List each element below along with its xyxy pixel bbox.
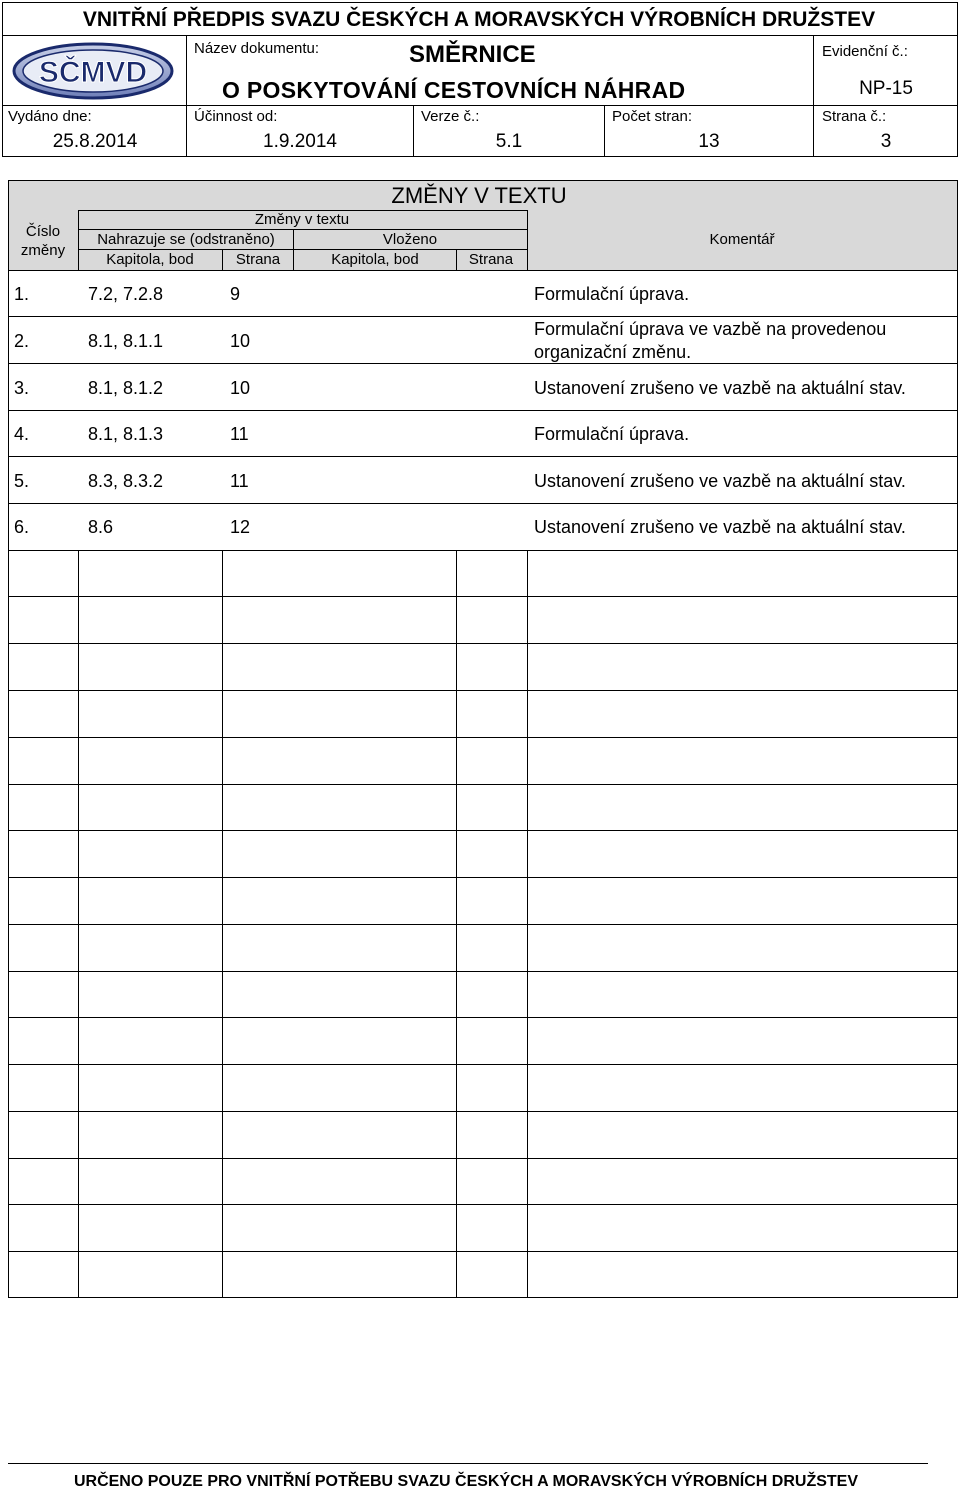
row-page: 10 <box>230 378 251 398</box>
changes-table-title: ZMĚNY V TEXTU <box>391 183 567 208</box>
page-label: Strana č.: <box>822 108 887 125</box>
doc-name-label: Název dokumentu: <box>194 40 320 57</box>
row-page: 11 <box>230 471 249 491</box>
row-chapter: 8.1, 8.1.2 <box>88 378 164 398</box>
row-number: 4. <box>14 424 30 444</box>
effective-label: Účinnost od: <box>194 108 278 125</box>
row-chapter: 7.2, 7.2.8 <box>88 284 164 304</box>
version-value: 5.1 <box>495 131 523 152</box>
row-number: 3. <box>14 378 30 398</box>
effective-value: 1.9.2014 <box>263 131 337 152</box>
evid-value: NP-15 <box>859 78 913 99</box>
row-comment: Ustanovení zrušeno ve vazbě na aktuální stav. <box>534 471 906 491</box>
footer-note: URČENO POUZE PRO VNITŘNÍ POTŘEBU SVAZU ČESKÝCH A MORAVSKÝCH VÝROBNÍCH DRUŽSTEV <box>73 1473 859 1490</box>
doc-name-line2: O POSKYTOVÁNÍ CESTOVNÍCH NÁHRAD <box>222 77 686 103</box>
version-label: Verze č.: <box>421 108 480 125</box>
row-number: 5. <box>14 471 30 491</box>
organization-logo <box>12 42 174 100</box>
row-number: 6. <box>14 517 30 537</box>
row-number: 2. <box>14 331 30 351</box>
col-page2-header: Strana <box>468 251 514 268</box>
row-chapter: 8.1, 8.1.1 <box>88 331 164 351</box>
issued-label: Vydáno dne: <box>8 108 92 125</box>
row-comment: Formulační úprava ve vazbě na provedenou <box>534 319 887 339</box>
page-value: 3 <box>880 131 892 152</box>
pages-label: Počet stran: <box>612 108 693 125</box>
col-changes-header: Změny v textu <box>254 211 350 228</box>
pages-value: 13 <box>698 131 720 152</box>
col-inserted-header: Vloženo <box>382 231 438 248</box>
row-comment: Ustanovení zrušeno ve vazbě na aktuální stav. <box>534 378 906 398</box>
row-chapter: 8.3, 8.3.2 <box>88 471 164 491</box>
row-comment: Formulační úprava. <box>534 424 690 444</box>
row-page: 9 <box>230 284 241 304</box>
col-number-header: Číslo změny <box>20 223 66 259</box>
row-chapter: 8.1, 8.1.3 <box>88 424 164 444</box>
row-number: 1. <box>14 284 30 304</box>
row-comment: Formulační úprava. <box>534 284 690 304</box>
col-chapter2-header: Kapitola, bod <box>331 251 419 268</box>
row-comment-continued: organizační změnu. <box>534 342 692 362</box>
doc-name-line1: SMĚRNICE <box>409 41 536 68</box>
footer-divider <box>8 1463 928 1464</box>
col-page-header: Strana <box>235 251 281 268</box>
row-page: 11 <box>230 424 249 444</box>
col-chapter-header: Kapitola, bod <box>106 251 194 268</box>
col-replaced-header: Nahrazuje se (odstraněno) <box>97 231 275 248</box>
row-chapter: 8.6 <box>88 517 114 537</box>
document-header-title: VNITŘNÍ PŘEDPIS SVAZU ČESKÝCH A MORAVSKÝCH VÝROBNÍCH DRUŽSTEV <box>82 8 876 31</box>
issued-value: 25.8.2014 <box>52 131 138 152</box>
row-comment: Ustanovení zrušeno ve vazbě na aktuální stav. <box>534 517 906 537</box>
svg-text:SČMVD: SČMVD <box>38 56 148 89</box>
row-page: 12 <box>230 517 251 537</box>
evid-label: Evidenční č.: <box>822 43 908 60</box>
col-comment-header: Komentář <box>709 231 775 248</box>
row-page: 10 <box>230 331 251 351</box>
